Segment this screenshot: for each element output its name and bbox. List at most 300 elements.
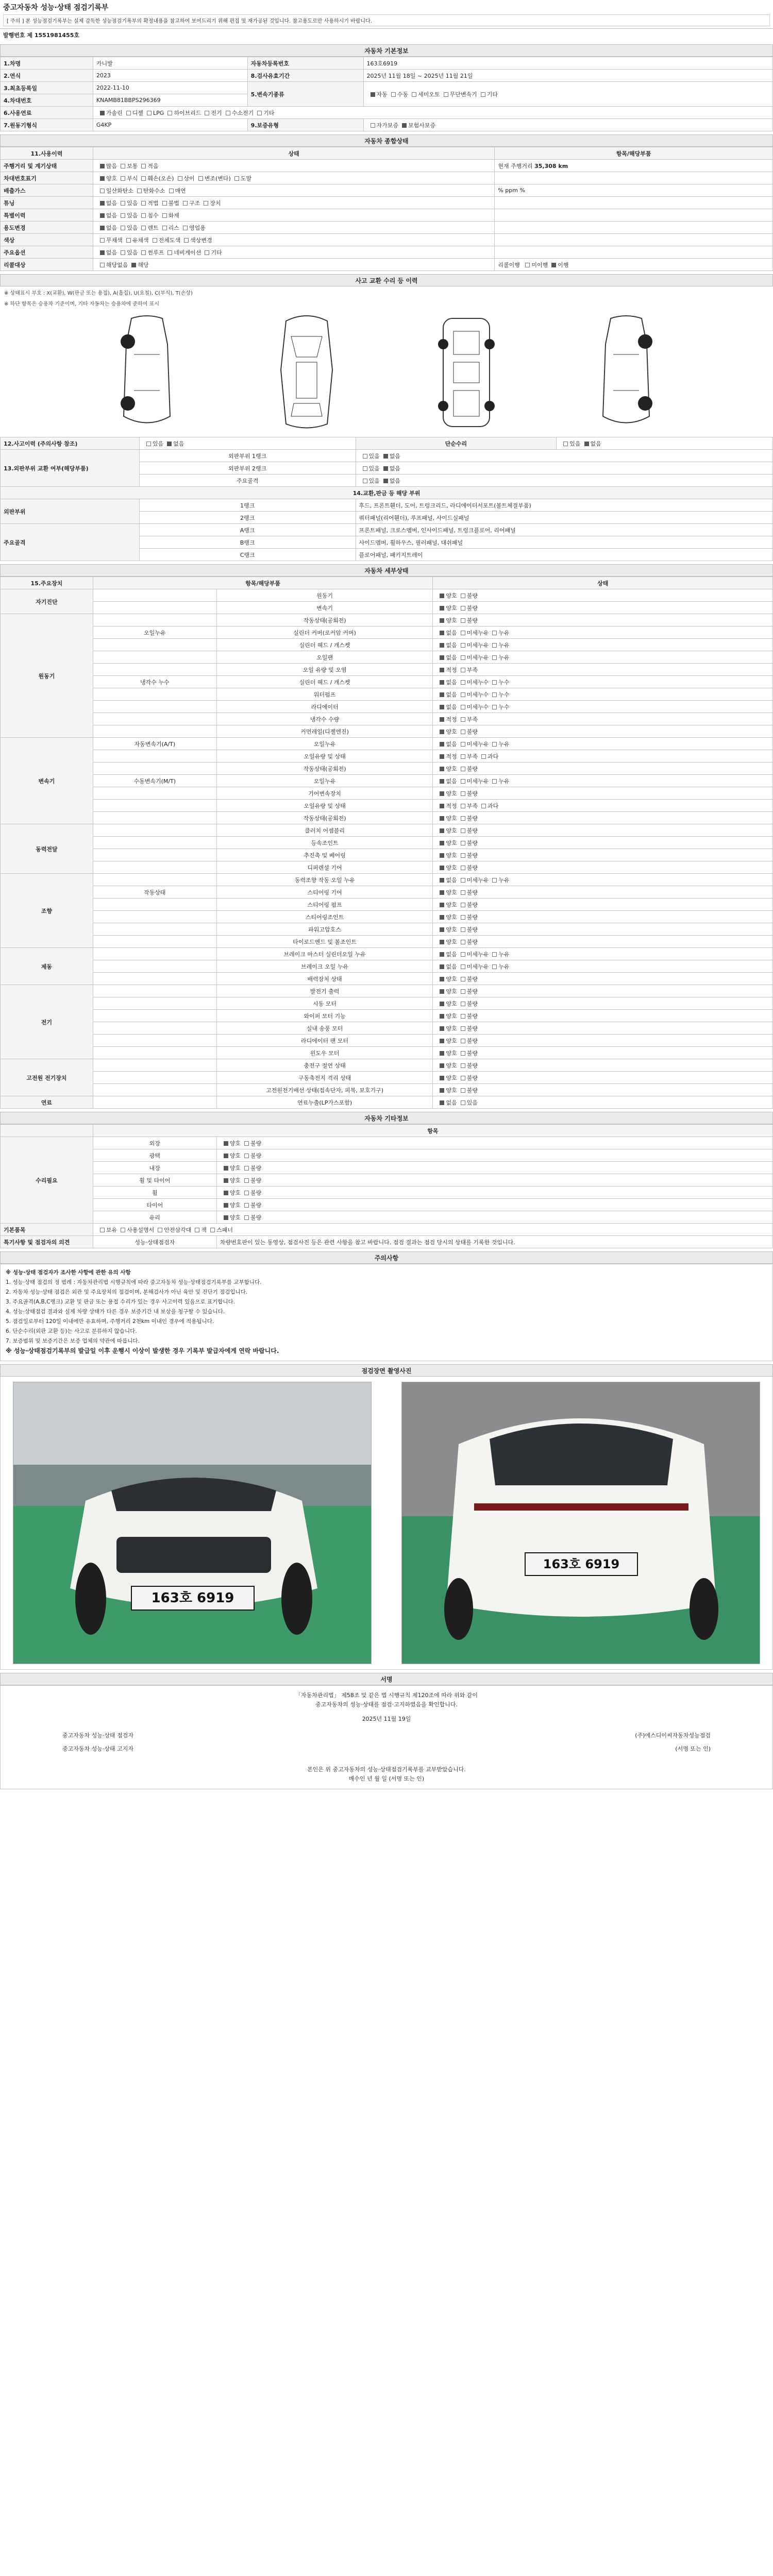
fuel-option[interactable] <box>96 110 123 116</box>
detail-option[interactable] <box>436 988 457 995</box>
status-option[interactable] <box>133 188 165 194</box>
checkbox[interactable] <box>492 964 497 969</box>
basic-item-option[interactable] <box>154 1227 191 1233</box>
detail-option[interactable] <box>489 642 509 649</box>
detail-option[interactable] <box>457 728 478 735</box>
checkbox[interactable] <box>169 189 174 193</box>
detail-option[interactable] <box>457 877 489 884</box>
checkbox[interactable] <box>461 964 465 969</box>
checkbox[interactable] <box>371 92 375 97</box>
detail-option[interactable] <box>436 691 457 698</box>
checkbox[interactable] <box>492 779 497 784</box>
checkbox[interactable] <box>461 754 465 759</box>
checkbox[interactable] <box>158 1228 162 1232</box>
checkbox[interactable] <box>167 250 172 255</box>
etc-option[interactable] <box>241 1190 261 1196</box>
checkbox[interactable] <box>461 1051 465 1056</box>
status-option[interactable] <box>165 188 186 194</box>
detail-option[interactable] <box>457 914 478 921</box>
checkbox[interactable] <box>440 1039 444 1043</box>
checkbox[interactable] <box>244 1141 249 1146</box>
checkbox[interactable] <box>440 668 444 672</box>
detail-option[interactable] <box>457 790 478 797</box>
checkbox[interactable] <box>195 1228 199 1232</box>
checkbox[interactable] <box>100 238 105 243</box>
checkbox[interactable] <box>363 479 367 483</box>
trans-option[interactable] <box>477 91 498 98</box>
etc-option[interactable] <box>220 1177 241 1184</box>
detail-option[interactable] <box>436 790 457 797</box>
checkbox[interactable] <box>178 176 182 181</box>
rank2-option[interactable] <box>380 465 400 472</box>
warranty-option[interactable] <box>398 122 435 129</box>
etc-option[interactable] <box>220 1202 241 1209</box>
checkbox[interactable] <box>153 238 157 243</box>
checkbox[interactable] <box>461 594 465 598</box>
detail-option[interactable] <box>457 902 478 908</box>
checkbox[interactable] <box>440 927 444 932</box>
checkbox[interactable] <box>461 742 465 747</box>
rank2-option[interactable] <box>359 465 380 472</box>
checkbox[interactable] <box>440 717 444 722</box>
detail-option[interactable] <box>457 865 478 871</box>
checkbox[interactable] <box>224 1191 228 1195</box>
checkbox[interactable] <box>563 442 568 446</box>
status-option[interactable] <box>180 237 212 244</box>
etc-option[interactable] <box>241 1165 261 1172</box>
checkbox[interactable] <box>391 92 396 97</box>
status-option[interactable] <box>96 200 117 207</box>
status-option[interactable] <box>231 175 251 182</box>
checkbox[interactable] <box>461 655 465 660</box>
checkbox[interactable] <box>244 1191 249 1195</box>
checkbox[interactable] <box>440 1100 444 1105</box>
checkbox[interactable] <box>244 1154 249 1158</box>
checkbox[interactable] <box>461 767 465 771</box>
status-option[interactable] <box>179 200 200 207</box>
checkbox[interactable] <box>492 742 497 747</box>
detail-option[interactable] <box>436 939 457 945</box>
detail-option[interactable] <box>436 605 457 612</box>
detail-option[interactable] <box>457 951 489 958</box>
checkbox[interactable] <box>440 903 444 907</box>
status-option[interactable] <box>138 212 158 219</box>
checkbox[interactable] <box>121 201 125 206</box>
checkbox[interactable] <box>481 804 486 808</box>
detail-option[interactable] <box>436 1013 457 1020</box>
checkbox[interactable] <box>383 466 388 471</box>
checkbox[interactable] <box>440 791 444 796</box>
status-option[interactable] <box>96 237 123 244</box>
detail-option[interactable] <box>478 803 498 809</box>
checkbox[interactable] <box>440 866 444 870</box>
checkbox[interactable] <box>461 717 465 722</box>
checkbox[interactable] <box>492 631 497 635</box>
checkbox[interactable] <box>121 176 125 181</box>
fuel-option[interactable] <box>254 110 274 116</box>
checkbox[interactable] <box>146 442 151 446</box>
checkbox[interactable] <box>461 1014 465 1019</box>
status-option[interactable] <box>117 200 138 207</box>
checkbox[interactable] <box>126 238 131 243</box>
checkbox[interactable] <box>224 1166 228 1171</box>
checkbox[interactable] <box>461 804 465 808</box>
detail-option[interactable] <box>457 1038 478 1044</box>
checkbox[interactable] <box>440 878 444 883</box>
checkbox[interactable] <box>141 164 146 168</box>
checkbox[interactable] <box>440 989 444 994</box>
checkbox[interactable] <box>205 250 209 255</box>
checkbox[interactable] <box>204 201 208 206</box>
status-option[interactable] <box>138 200 158 207</box>
accident-option[interactable] <box>143 440 163 447</box>
checkbox[interactable] <box>141 213 146 218</box>
detail-option[interactable] <box>436 827 457 834</box>
checkbox[interactable] <box>481 754 486 759</box>
status-option[interactable] <box>117 225 138 231</box>
detail-option[interactable] <box>436 976 457 982</box>
checkbox[interactable] <box>210 1228 215 1232</box>
status-option[interactable] <box>159 200 179 207</box>
detail-option[interactable] <box>436 753 457 760</box>
checkbox[interactable] <box>461 952 465 957</box>
etc-option[interactable] <box>241 1153 261 1159</box>
status-option[interactable] <box>174 175 195 182</box>
checkbox[interactable] <box>440 915 444 920</box>
checkbox[interactable] <box>147 111 152 115</box>
checkbox[interactable] <box>461 1039 465 1043</box>
status-option[interactable] <box>117 212 138 219</box>
status-option[interactable] <box>96 249 117 256</box>
rank1-option[interactable] <box>380 453 400 460</box>
detail-option[interactable] <box>457 605 478 612</box>
detail-option[interactable] <box>436 815 457 822</box>
detail-option[interactable] <box>436 642 457 649</box>
detail-option[interactable] <box>489 877 509 884</box>
checkbox[interactable] <box>121 250 125 255</box>
checkbox[interactable] <box>224 1178 228 1183</box>
detail-option[interactable] <box>457 667 478 673</box>
detail-option[interactable] <box>436 704 457 710</box>
rank1-option[interactable] <box>359 453 380 460</box>
checkbox[interactable] <box>461 816 465 821</box>
detail-option[interactable] <box>436 1087 457 1094</box>
accident-option[interactable] <box>163 440 184 447</box>
checkbox[interactable] <box>440 754 444 759</box>
checkbox[interactable] <box>162 226 167 230</box>
status-option[interactable] <box>164 249 201 256</box>
detail-option[interactable] <box>457 704 489 710</box>
checkbox[interactable] <box>121 1228 125 1232</box>
detail-option[interactable] <box>436 1025 457 1032</box>
checkbox[interactable] <box>461 989 465 994</box>
fuel-option[interactable] <box>222 110 254 116</box>
detail-option[interactable] <box>489 951 509 958</box>
checkbox[interactable] <box>100 189 105 193</box>
checkbox[interactable] <box>492 655 497 660</box>
fuel-option[interactable] <box>123 110 143 116</box>
checkbox[interactable] <box>100 1228 105 1232</box>
checkbox[interactable] <box>461 618 465 623</box>
detail-option[interactable] <box>489 704 509 710</box>
checkbox[interactable] <box>461 878 465 883</box>
checkbox[interactable] <box>412 92 416 97</box>
checkbox[interactable] <box>461 643 465 648</box>
checkbox[interactable] <box>492 692 497 697</box>
detail-option[interactable] <box>436 803 457 809</box>
detail-option[interactable] <box>457 1001 478 1007</box>
checkbox[interactable] <box>461 1026 465 1031</box>
checkbox[interactable] <box>461 1002 465 1006</box>
checkbox[interactable] <box>257 111 262 115</box>
detail-option[interactable] <box>436 728 457 735</box>
trans-option[interactable] <box>367 91 388 98</box>
detail-option[interactable] <box>457 815 478 822</box>
status-option[interactable] <box>138 249 164 256</box>
recall-option[interactable] <box>548 262 568 268</box>
checkbox[interactable] <box>492 705 497 709</box>
basic-item-option[interactable] <box>117 1227 154 1233</box>
detail-option[interactable] <box>489 691 509 698</box>
checkbox[interactable] <box>100 250 105 255</box>
status-option[interactable] <box>96 188 133 194</box>
etc-option[interactable] <box>220 1140 241 1147</box>
checkbox[interactable] <box>126 111 131 115</box>
status-option[interactable] <box>117 249 138 256</box>
etc-option[interactable] <box>220 1165 241 1172</box>
checkbox[interactable] <box>363 454 367 459</box>
detail-option[interactable] <box>457 963 489 970</box>
checkbox[interactable] <box>440 643 444 648</box>
simple-repair-option[interactable] <box>581 440 601 447</box>
detail-option[interactable] <box>457 778 489 785</box>
trans-option[interactable] <box>440 91 477 98</box>
checkbox[interactable] <box>440 816 444 821</box>
checkbox[interactable] <box>440 1002 444 1006</box>
checkbox[interactable] <box>383 454 388 459</box>
checkbox[interactable] <box>131 263 136 267</box>
checkbox[interactable] <box>141 226 146 230</box>
checkbox[interactable] <box>141 250 146 255</box>
checkbox[interactable] <box>440 952 444 957</box>
checkbox[interactable] <box>244 1215 249 1220</box>
basic-item-option[interactable] <box>191 1227 207 1233</box>
checkbox[interactable] <box>481 92 485 97</box>
detail-option[interactable] <box>436 963 457 970</box>
status-option[interactable] <box>138 163 158 170</box>
checkbox[interactable] <box>167 442 172 446</box>
detail-option[interactable] <box>457 1087 478 1094</box>
detail-option[interactable] <box>457 852 478 859</box>
checkbox[interactable] <box>461 890 465 895</box>
detail-option[interactable] <box>436 679 457 686</box>
detail-option[interactable] <box>436 592 457 599</box>
checkbox[interactable] <box>363 466 367 471</box>
checkbox[interactable] <box>584 442 589 446</box>
checkbox[interactable] <box>461 791 465 796</box>
detail-option[interactable] <box>436 1050 457 1057</box>
detail-option[interactable] <box>436 716 457 723</box>
basic-item-option[interactable] <box>207 1227 233 1233</box>
detail-option[interactable] <box>436 1099 457 1106</box>
checkbox[interactable] <box>141 176 146 181</box>
checkbox[interactable] <box>461 853 465 858</box>
checkbox[interactable] <box>141 201 146 206</box>
checkbox[interactable] <box>440 705 444 709</box>
detail-option[interactable] <box>436 630 457 636</box>
etc-option[interactable] <box>241 1177 261 1184</box>
checkbox[interactable] <box>444 92 448 97</box>
detail-option[interactable] <box>457 691 489 698</box>
detail-option[interactable] <box>457 1013 478 1020</box>
etc-option[interactable] <box>241 1140 261 1147</box>
status-option[interactable] <box>96 175 117 182</box>
etc-option[interactable] <box>220 1214 241 1221</box>
checkbox[interactable] <box>121 226 125 230</box>
detail-option[interactable] <box>457 803 478 809</box>
checkbox[interactable] <box>100 201 105 206</box>
trans-option[interactable] <box>388 91 408 98</box>
checkbox[interactable] <box>183 201 188 206</box>
status-option[interactable] <box>117 175 138 182</box>
checkbox[interactable] <box>440 655 444 660</box>
status-option[interactable] <box>96 212 117 219</box>
detail-option[interactable] <box>436 914 457 921</box>
detail-option[interactable] <box>457 630 489 636</box>
status-option[interactable] <box>159 225 179 231</box>
checkbox[interactable] <box>440 742 444 747</box>
status-option[interactable] <box>195 175 231 182</box>
status-option[interactable] <box>179 225 206 231</box>
detail-option[interactable] <box>457 741 489 748</box>
checkbox[interactable] <box>440 606 444 611</box>
main-frame-option[interactable] <box>359 478 380 484</box>
checkbox[interactable] <box>121 213 125 218</box>
detail-option[interactable] <box>436 1075 457 1081</box>
status-option[interactable] <box>200 200 221 207</box>
checkbox[interactable] <box>162 201 167 206</box>
checkbox[interactable] <box>137 189 142 193</box>
detail-option[interactable] <box>457 889 478 896</box>
checkbox[interactable] <box>440 841 444 845</box>
detail-option[interactable] <box>436 865 457 871</box>
checkbox[interactable] <box>461 927 465 932</box>
checkbox[interactable] <box>440 1076 444 1080</box>
status-option[interactable] <box>123 237 149 244</box>
detail-option[interactable] <box>457 976 478 982</box>
checkbox[interactable] <box>461 940 465 944</box>
checkbox[interactable] <box>461 977 465 981</box>
checkbox[interactable] <box>440 1051 444 1056</box>
checkbox[interactable] <box>461 692 465 697</box>
detail-option[interactable] <box>457 753 478 760</box>
checkbox[interactable] <box>440 594 444 598</box>
trans-option[interactable] <box>408 91 440 98</box>
checkbox[interactable] <box>100 263 105 267</box>
checkbox[interactable] <box>492 878 497 883</box>
detail-option[interactable] <box>489 654 509 661</box>
checkbox[interactable] <box>461 1076 465 1080</box>
detail-option[interactable] <box>436 889 457 896</box>
checkbox[interactable] <box>525 263 530 267</box>
checkbox[interactable] <box>492 952 497 957</box>
detail-option[interactable] <box>478 753 498 760</box>
checkbox[interactable] <box>100 164 105 168</box>
checkbox[interactable] <box>100 213 105 218</box>
checkbox[interactable] <box>461 606 465 611</box>
checkbox[interactable] <box>184 238 189 243</box>
checkbox[interactable] <box>461 668 465 672</box>
checkbox[interactable] <box>440 940 444 944</box>
etc-option[interactable] <box>241 1202 261 1209</box>
fuel-option[interactable] <box>164 110 201 116</box>
checkbox[interactable] <box>461 841 465 845</box>
checkbox[interactable] <box>440 853 444 858</box>
fuel-option[interactable] <box>143 110 164 116</box>
checkbox[interactable] <box>461 779 465 784</box>
checkbox[interactable] <box>371 123 375 128</box>
checkbox[interactable] <box>244 1203 249 1208</box>
checkbox[interactable] <box>224 1203 228 1208</box>
checkbox[interactable] <box>440 890 444 895</box>
checkbox[interactable] <box>492 643 497 648</box>
checkbox[interactable] <box>100 226 105 230</box>
detail-option[interactable] <box>457 1075 478 1081</box>
checkbox[interactable] <box>224 1154 228 1158</box>
detail-option[interactable] <box>457 716 478 723</box>
detail-option[interactable] <box>436 877 457 884</box>
checkbox[interactable] <box>224 1215 228 1220</box>
detail-option[interactable] <box>489 963 509 970</box>
checkbox[interactable] <box>440 692 444 697</box>
etc-option[interactable] <box>241 1214 261 1221</box>
simple-repair-option[interactable] <box>560 440 580 447</box>
checkbox[interactable] <box>183 226 188 230</box>
checkbox[interactable] <box>226 111 230 115</box>
detail-option[interactable] <box>457 939 478 945</box>
checkbox[interactable] <box>461 1088 465 1093</box>
detail-option[interactable] <box>457 617 478 624</box>
detail-option[interactable] <box>457 1099 478 1106</box>
detail-option[interactable] <box>436 778 457 785</box>
checkbox[interactable] <box>461 828 465 833</box>
detail-option[interactable] <box>436 617 457 624</box>
checkbox[interactable] <box>440 730 444 734</box>
warranty-option[interactable] <box>367 122 399 129</box>
checkbox[interactable] <box>461 705 465 709</box>
checkbox[interactable] <box>551 263 556 267</box>
checkbox[interactable] <box>244 1166 249 1171</box>
detail-option[interactable] <box>436 951 457 958</box>
checkbox[interactable] <box>402 123 407 128</box>
checkbox[interactable] <box>234 176 239 181</box>
checkbox[interactable] <box>461 915 465 920</box>
checkbox[interactable] <box>440 977 444 981</box>
recall-option[interactable] <box>522 262 548 268</box>
status-option[interactable] <box>149 237 181 244</box>
detail-option[interactable] <box>457 827 478 834</box>
checkbox[interactable] <box>121 164 125 168</box>
detail-option[interactable] <box>489 741 509 748</box>
detail-option[interactable] <box>457 766 478 772</box>
detail-option[interactable] <box>457 642 489 649</box>
status-option[interactable] <box>117 163 138 170</box>
checkbox[interactable] <box>440 828 444 833</box>
detail-option[interactable] <box>457 988 478 995</box>
status-option[interactable] <box>138 225 158 231</box>
checkbox[interactable] <box>440 1026 444 1031</box>
detail-option[interactable] <box>436 654 457 661</box>
